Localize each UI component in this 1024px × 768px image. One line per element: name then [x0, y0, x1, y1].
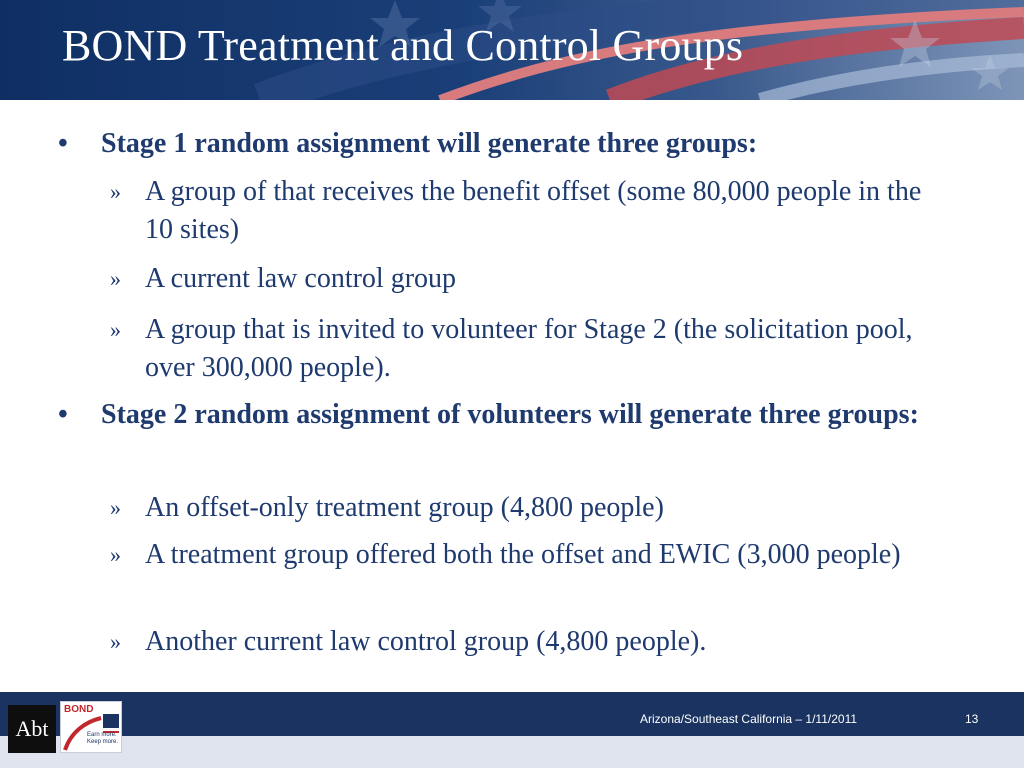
chevron-icon: » — [110, 266, 121, 291]
sub-bullet-text: An offset-only treatment group (4,800 people) — [145, 492, 664, 523]
abt-logo: Abt — [8, 705, 56, 753]
chevron-icon: » — [110, 179, 121, 204]
bond-logo — [60, 701, 122, 753]
sub-bullet-text: A group that is invited to volunteer for Stage 2 (the solicitation pool, over 300,000 people). — [145, 314, 913, 383]
chevron-icon: » — [110, 495, 121, 520]
slide-footer — [0, 692, 1024, 768]
chevron-icon: » — [110, 629, 121, 654]
page-number: 13 — [965, 712, 979, 726]
footer-bar — [0, 692, 1024, 736]
footer-strip — [0, 736, 1024, 768]
footer-location-date: Arizona/Southeast California – 1/11/2011 — [640, 712, 858, 726]
sub-bullet-text: A treatment group offered both the offset and EWIC (3,000 people) — [145, 539, 901, 570]
bullet-text: Stage 1 random assignment will generate three groups: — [101, 128, 758, 159]
slide-title: BOND Treatment and Control Groups — [62, 21, 744, 70]
bullet-icon: • — [58, 128, 68, 159]
chevron-icon: » — [110, 542, 121, 567]
bullet-text: Stage 2 random assignment of volunteers will generate three groups: — [101, 399, 919, 430]
slide-header — [0, 0, 1024, 100]
slide-body — [0, 100, 1024, 692]
bond-logo-name: BOND — [64, 704, 94, 715]
sub-bullet-text: A group of that receives the benefit offset (some 80,000 people in the 10 sites) — [145, 176, 922, 245]
bond-tagline: Earn more. Keep more. — [87, 732, 119, 745]
chevron-icon: » — [110, 317, 121, 342]
sub-bullet-text: A current law control group — [145, 263, 457, 294]
bullet-icon: • — [58, 399, 68, 430]
sub-bullet-text: Another current law control group (4,800 people). — [145, 626, 707, 657]
